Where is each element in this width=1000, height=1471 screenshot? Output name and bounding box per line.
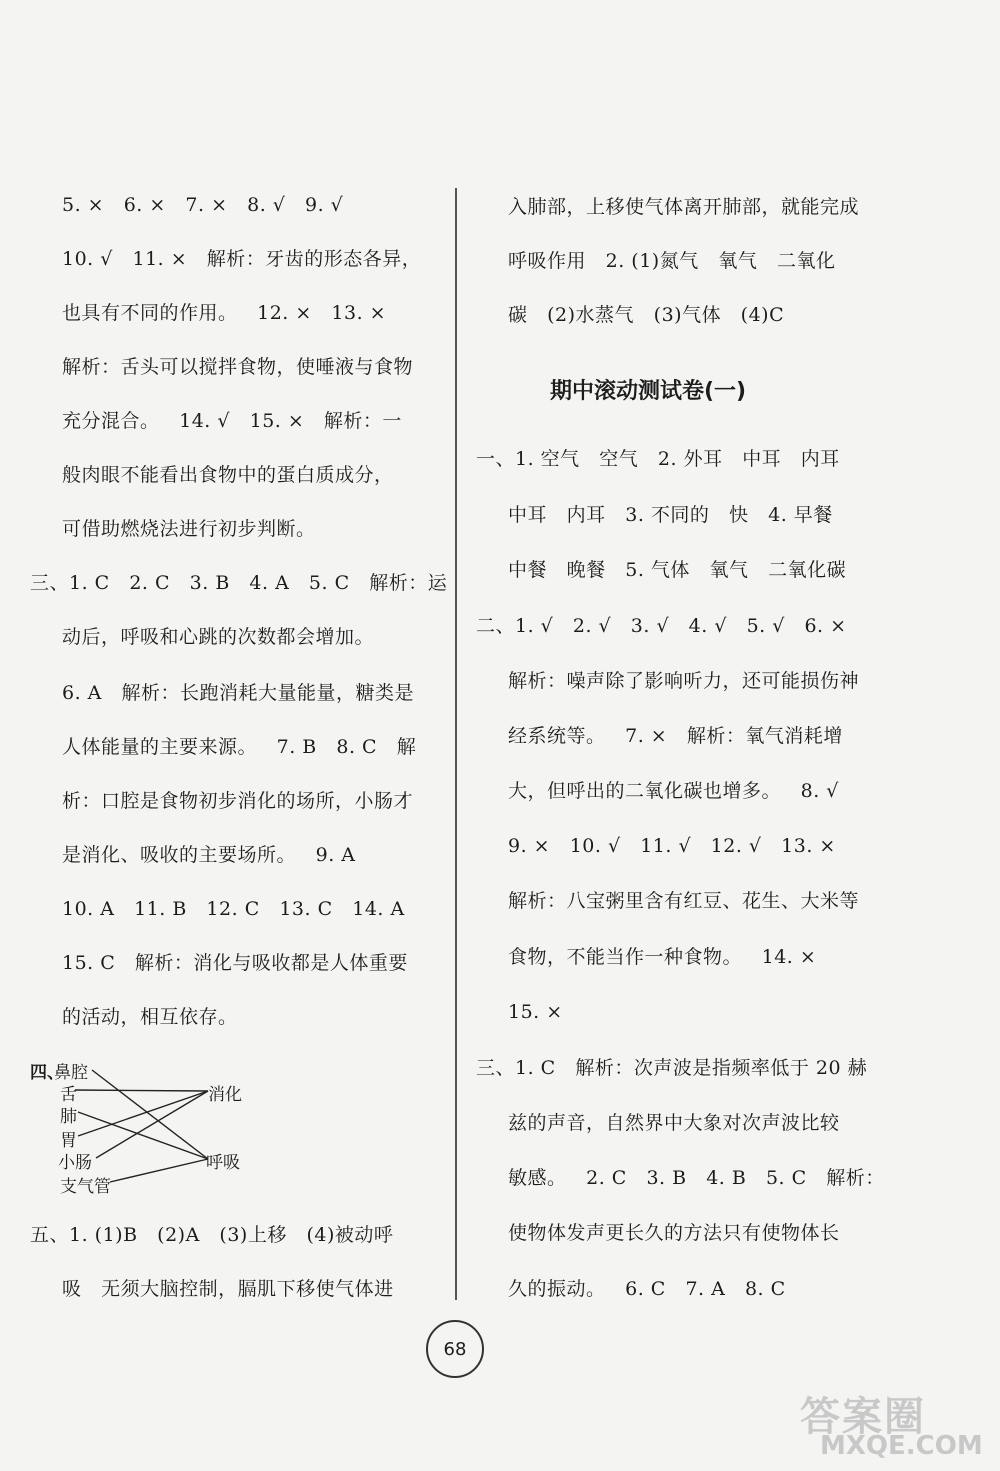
diagram-left-item: 小肠 [58, 1153, 92, 1173]
right-line-4: 解析：噪声除了影响听力，还可能损伤神 [508, 670, 860, 692]
right-line-9: 食物，不能当作一种食物。 14. × [508, 946, 817, 968]
left-bottom-line-1: 吸 无须大脑控制，膈肌下移使气体进 [62, 1278, 394, 1300]
watermark-text-bottom: MXQE.COM [820, 1431, 983, 1461]
right-line-3: 二、1. √ 2. √ 3. √ 4. √ 5. √ 6. × [476, 615, 847, 637]
diagram-left-item: 支气管 [60, 1177, 111, 1197]
diagram-section-label: 四、 [30, 1063, 64, 1083]
left-line-2: 也具有不同的作用。 12. × 13. × [62, 302, 387, 324]
right-line-7: 9. × 10. √ 11. √ 12. √ 13. × [508, 835, 836, 857]
left-line-10: 人体能量的主要来源。 7. B 8. C 解 [62, 736, 417, 758]
right-top-line-1: 呼吸作用 2. (1)氮气 氧气 二氧化 [508, 250, 836, 272]
right-line-12: 兹的声音，自然界中大象对次声波比较 [508, 1112, 840, 1134]
diagram-left-item: 鼻腔 [54, 1063, 88, 1083]
left-line-1: 10. √ 11. × 解析：牙齿的形态各异， [62, 248, 422, 270]
watermark-text-top: 答案圈 [800, 1394, 926, 1440]
section-title: 期中滚动测试卷(一) [550, 379, 747, 404]
right-line-15: 久的振动。 6. C 7. A 8. C [508, 1278, 786, 1300]
right-line-8: 解析：八宝粥里含有红豆、花生、大米等 [508, 890, 860, 912]
right-line-0: 一、1. 空气 空气 2. 外耳 中耳 内耳 [476, 448, 840, 470]
left-line-13: 10. A 11. B 12. C 13. C 14. A [62, 898, 405, 920]
diagram-left-item: 肺 [60, 1107, 77, 1127]
column-divider [455, 188, 457, 1300]
left-line-6: 可借助燃烧法进行初步判断。 [62, 518, 316, 540]
right-line-6: 大，但呼出的二氧化碳也增多。 8. √ [508, 780, 839, 802]
left-line-7: 三、1. C 2. C 3. B 4. A 5. C 解析：运 [30, 572, 448, 594]
diagram-right-item: 呼吸 [206, 1153, 240, 1173]
left-line-3: 解析：舌头可以搅拌食物，使唾液与食物 [62, 356, 414, 378]
left-line-9: 6. A 解析：长跑消耗大量能量，糖类是 [62, 682, 415, 704]
right-top-line-2: 碳 (2)水蒸气 (3)气体 (4)C [508, 304, 785, 326]
matching-diagram [30, 1058, 290, 1198]
left-line-0: 5. × 6. × 7. × 8. √ 9. √ [62, 194, 344, 216]
watermark-logo [800, 1385, 990, 1465]
left-line-15: 的活动，相互依存。 [62, 1006, 238, 1028]
left-line-8: 动后，呼吸和心跳的次数都会增加。 [62, 626, 375, 648]
right-line-14: 使物体发声更长久的方法只有使物体长 [508, 1222, 840, 1244]
right-line-1: 中耳 内耳 3. 不同的 快 4. 早餐 [508, 504, 833, 526]
left-line-12: 是消化、吸收的主要场所。 9. A [62, 844, 356, 866]
right-line-11: 三、1. C 解析：次声波是指频率低于 20 赫 [476, 1057, 868, 1079]
left-line-14: 15. C 解析：消化与吸收都是人体重要 [62, 952, 408, 974]
right-line-5: 经系统等。 7. × 解析：氧气消耗增 [508, 725, 843, 747]
diagram-right-item: 消化 [208, 1085, 242, 1105]
right-top-line-0: 入肺部，上移使气体离开肺部，就能完成 [508, 196, 860, 218]
left-line-5: 般肉眼不能看出食物中的蛋白质成分， [62, 464, 394, 486]
right-line-13: 敏感。 2. C 3. B 4. B 5. C 解析： [508, 1167, 885, 1189]
right-line-2: 中餐 晚餐 5. 气体 氧气 二氧化碳 [508, 559, 847, 581]
left-line-11: 析：口腔是食物初步消化的场所，小肠才 [62, 790, 414, 812]
right-line-10: 15. × [508, 1001, 563, 1023]
diagram-left-item: 胃 [60, 1131, 77, 1151]
page-number: 68 [426, 1320, 484, 1378]
diagram-left-item: 舌 [60, 1085, 77, 1105]
left-line-4: 充分混合。 14. √ 15. × 解析：一 [62, 410, 402, 432]
left-bottom-line-0: 五、1. (1)B (2)A (3)上移 (4)被动呼 [30, 1224, 394, 1246]
